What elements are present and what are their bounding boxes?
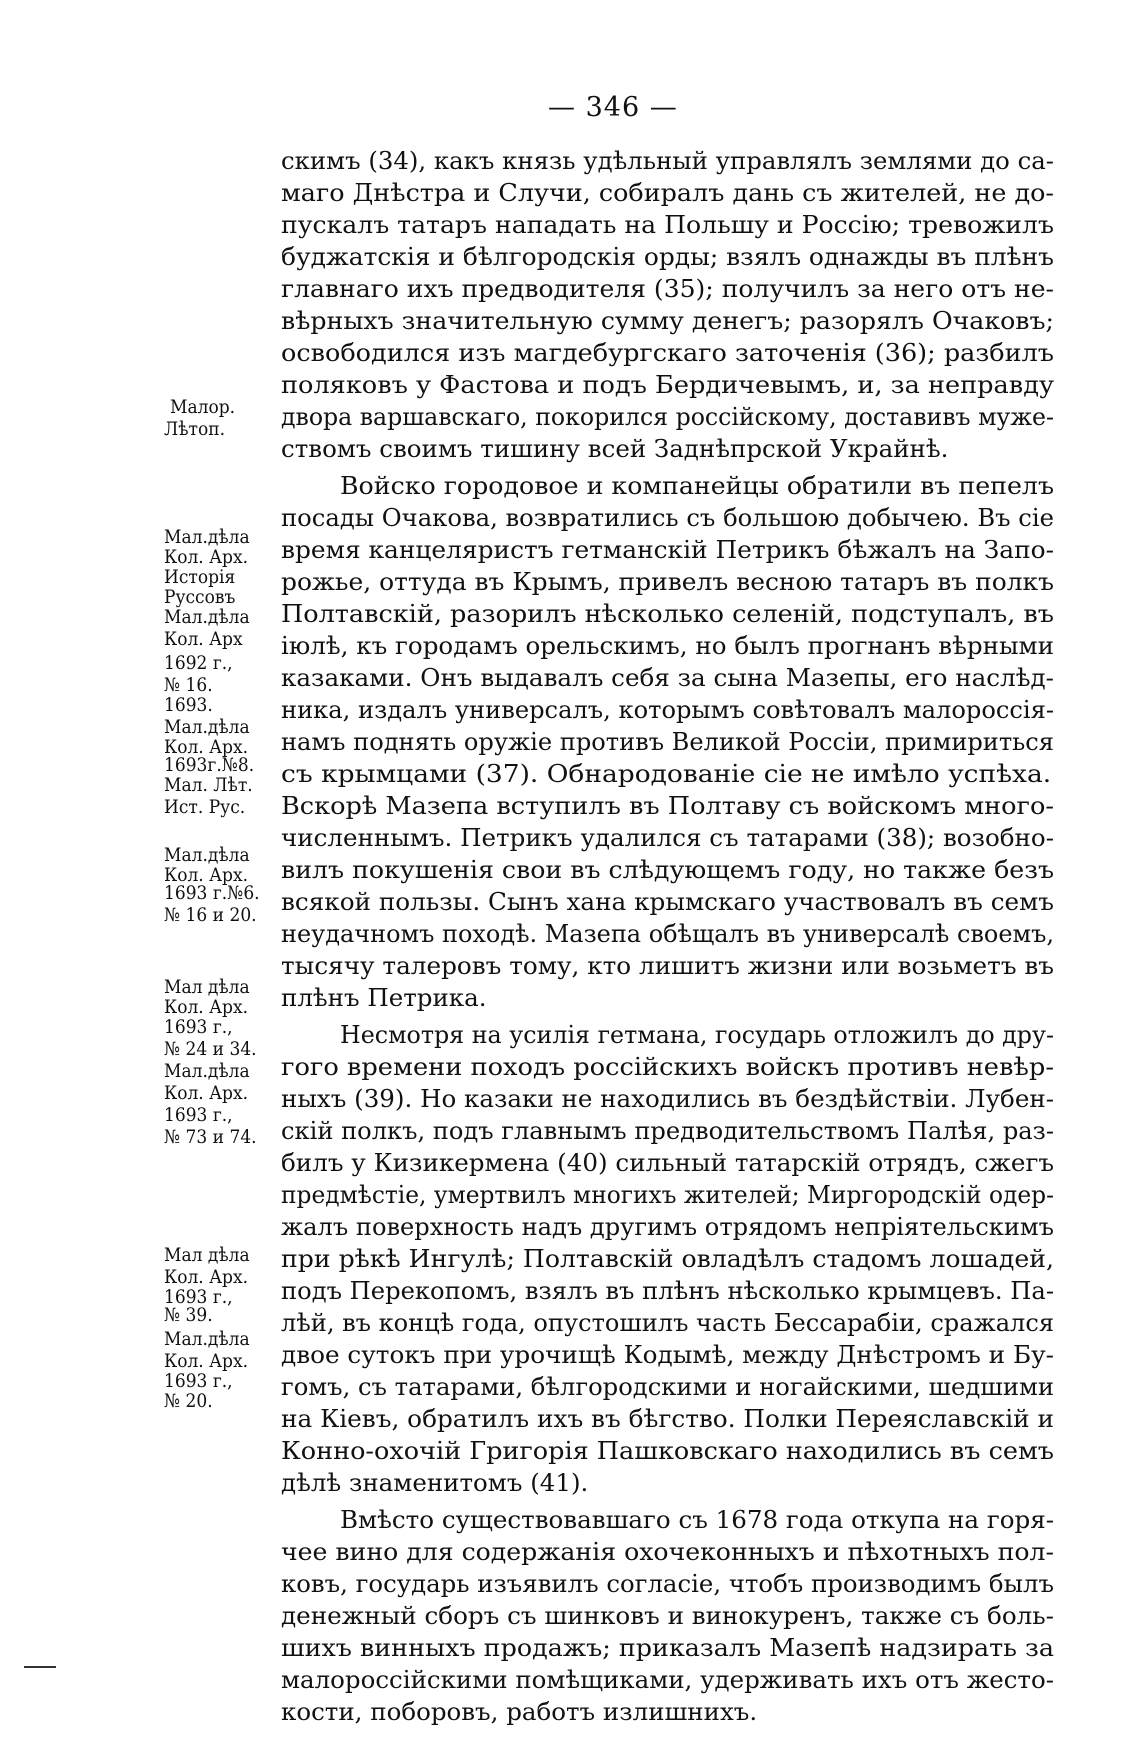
text-line <box>281 886 1054 918</box>
scan-mark <box>24 1666 56 1668</box>
text-line-content: шихъ винныхъ продажъ; приказалъ Мазепѣ надзирать за <box>281 1633 1054 1662</box>
margin-note: Малор. <box>170 397 236 418</box>
text-line-content: лѣй, въ концѣ года, опустошилъ часть Бессарабіи, сражался <box>281 1308 1054 1337</box>
margin-note: Кол. Арх. <box>164 1351 249 1372</box>
text-line-content: гого времени походъ россійскихъ войскъ противъ невѣр- <box>281 1052 1054 1081</box>
margin-note: Кол. Арх <box>164 629 243 650</box>
text-line-content: буджатскія и бѣлгородскія орды; взялъ однажды въ плѣнъ <box>281 242 1054 271</box>
text-line <box>281 1568 1054 1600</box>
text-line-content: освободился изъ магдебургскаго заточенія (36); разбилъ <box>281 338 1054 367</box>
text-line <box>281 433 1054 465</box>
margin-note: 1692 г., <box>164 653 233 674</box>
text-line-content: іюлѣ, къ городамъ орельскимъ, но былъ прогнанъ вѣрными <box>281 631 1054 660</box>
text-line <box>281 1019 1054 1051</box>
text-line <box>281 369 1054 401</box>
text-line-content: вѣрныхъ значительную сумму денегъ; разорялъ Очаковъ; <box>281 306 1054 335</box>
text-line-content: всякой пользы. Сынъ хана крымскаго участвовалъ въ семъ <box>281 887 1054 916</box>
text-line <box>281 1307 1054 1339</box>
text-line <box>281 758 1054 790</box>
text-line-content: кости, поборовъ, работъ излишнихъ. <box>281 1697 758 1726</box>
margin-note: 1693 г.№6. <box>164 883 260 904</box>
text-line-content: малороссійскими помѣщиками, удерживать ихъ отъ жесто- <box>281 1665 1054 1694</box>
margin-note: 1693 г., <box>164 1017 233 1038</box>
text-line-content: ника, издалъ универсалъ, которымъ совѣтовалъ малороссія- <box>281 695 1054 724</box>
text-line-content: гомъ, съ татарами, бѣлгородскими и ногайскими, шедшими <box>281 1372 1054 1401</box>
text-line-content: ковъ, государь изъявилъ согласіе, чтобъ производимъ былъ <box>281 1569 1054 1598</box>
text-line-content: жалъ поверхность надъ другимъ отрядомъ непріятельскимъ <box>281 1212 1054 1241</box>
text-line <box>281 1115 1054 1147</box>
margin-note: Исторія <box>164 567 236 588</box>
text-line <box>281 566 1054 598</box>
text-line-content: намъ поднять оружіе противъ Великой Россіи, примириться <box>281 727 1054 756</box>
text-line-content: посады Очакова, возвратились съ большою добычею. Въ сіе <box>281 503 1054 532</box>
text-line-content: двора варшавскаго, покорился россійскому, доставивъ муже- <box>281 402 1054 431</box>
text-line-content: двое сутокъ при урочищѣ Кодымѣ, между Днѣстромъ и Бу- <box>281 1340 1054 1369</box>
text-line-content: неудачномъ походѣ. Мазепа обѣщалъ въ универсалѣ своемъ, <box>281 919 1054 948</box>
text-line <box>281 1243 1054 1275</box>
text-line-content: время канцеляристъ гетманскій Петрикъ бѣжалъ на Запо- <box>281 535 1054 564</box>
text-line-content: подъ Перекопомъ, взялъ въ плѣнъ нѣсколько крымцевъ. Па- <box>281 1276 1054 1305</box>
text-line <box>281 534 1054 566</box>
text-line-content: вилъ покушенія свои въ слѣдующемъ году, но также безъ <box>281 855 1054 884</box>
margin-note: № 20. <box>164 1391 213 1412</box>
text-line <box>281 1403 1054 1435</box>
page-number: — 346 — <box>548 92 678 123</box>
text-line <box>281 470 1054 502</box>
text-line <box>281 1371 1054 1403</box>
text-line-content: Вскорѣ Мазепа вступилъ въ Полтаву съ войскомъ много- <box>281 791 1054 820</box>
text-line <box>281 1664 1054 1696</box>
margin-note: Кол. Арх. <box>164 737 249 758</box>
margin-note: № 16. <box>164 675 213 696</box>
text-line <box>281 598 1054 630</box>
text-line <box>281 502 1054 534</box>
text-line <box>281 822 1054 854</box>
margin-note: Мал.дѣла <box>164 607 250 628</box>
text-line <box>281 209 1054 241</box>
margin-note: Мал.дѣла <box>164 717 250 738</box>
text-line-content: казаками. Онъ выдавалъ себя за сына Мазепы, его наслѣд- <box>281 663 1054 692</box>
text-line <box>281 1339 1054 1371</box>
margin-note: 1693 г., <box>164 1105 233 1126</box>
text-line <box>281 145 1054 177</box>
text-line <box>281 1275 1054 1307</box>
margin-note: Кол. Арх. <box>164 865 249 886</box>
text-line-content: ствомъ своимъ тишину всей Заднѣпрской Украйнѣ. <box>281 434 949 463</box>
text-line-content: скимъ (34), какъ князь удѣльный управлялъ землями до са- <box>281 146 1054 175</box>
margin-note: Кол. Арх. <box>164 997 249 1018</box>
text-line-content: плѣнъ Петрика. <box>281 983 487 1012</box>
text-line-content: маго Днѣстра и Случи, собиралъ дань съ жителей, не до- <box>281 178 1054 207</box>
text-line-content: поляковъ у Фастова и подъ Бердичевымъ, и, за неправду <box>281 370 1054 399</box>
text-line-content: Войско городовое и компанейцы обратили въ пепелъ <box>340 471 1054 500</box>
text-line <box>281 726 1054 758</box>
text-line-content: при рѣкѣ Ингулѣ; Полтавскій овладѣлъ стадомъ лошадей, <box>281 1244 1054 1273</box>
text-line-content: съ крымцами (37). Обнародованіе сіе не имѣло успѣха. <box>281 759 1052 788</box>
margin-note: Мал. Лѣт. <box>164 775 253 796</box>
text-line-content: Конно-охочій Григорія Пашковскаго находились въ семъ <box>281 1436 1054 1465</box>
text-line-content: скій полкъ, подъ главнымъ предводительствомъ Палѣя, раз- <box>281 1116 1054 1145</box>
margin-note: № 39. <box>164 1305 213 1326</box>
margin-note: Мал дѣла <box>164 1245 250 1266</box>
text-line <box>281 337 1054 369</box>
text-line <box>281 790 1054 822</box>
text-line <box>281 1632 1054 1664</box>
margin-note: Руссовъ <box>164 587 236 608</box>
margin-note: Кол. Арх. <box>164 547 249 568</box>
margin-note: 1693. <box>164 695 213 716</box>
margin-note: Кол. Арх. <box>164 1267 249 1288</box>
text-line <box>281 1536 1054 1568</box>
margin-note: 1693 г., <box>164 1371 233 1392</box>
text-line-content: ныхъ (39). Но казаки не находились въ бездѣйствіи. Лубен- <box>281 1084 1054 1113</box>
text-line <box>281 273 1054 305</box>
text-line-content: билъ у Кизикермена (40) сильный татарскій отрядъ, сжегъ <box>281 1148 1054 1177</box>
text-line <box>281 1179 1054 1211</box>
margin-note: Мал.дѣла <box>164 845 250 866</box>
text-line <box>281 694 1054 726</box>
margin-note: Мал.дѣла <box>164 527 250 548</box>
text-line <box>281 177 1054 209</box>
text-line-content: пускалъ татаръ нападать на Польшу и Россію; тревожилъ <box>281 210 1054 239</box>
text-line <box>281 1147 1054 1179</box>
text-line <box>281 950 1054 982</box>
text-line-content: на Кіевъ, обратилъ ихъ въ бѣгство. Полки Переяславскій и <box>281 1404 1054 1433</box>
text-line <box>281 1083 1054 1115</box>
text-line <box>281 241 1054 273</box>
text-line-content: денежный сборъ съ шинковъ и винокуренъ, также съ боль- <box>281 1601 1054 1630</box>
margin-note: № 73 и 74. <box>164 1127 257 1148</box>
text-line-content: рожье, оттуда въ Крымъ, привелъ весною татаръ въ полкъ <box>281 567 1054 596</box>
text-line <box>281 1211 1054 1243</box>
text-line <box>281 854 1054 886</box>
text-line <box>281 1051 1054 1083</box>
text-line-content: тысячу талеровъ тому, кто лишитъ жизни или возьметъ въ <box>281 951 1054 980</box>
margin-note: Мал.дѣла <box>164 1329 250 1350</box>
text-line <box>281 1467 1054 1499</box>
text-line-content: Полтавскій, разорилъ нѣсколько селеній, подступалъ, въ <box>281 599 1054 628</box>
margin-note: Кол. Арх. <box>164 1083 249 1104</box>
text-line <box>281 662 1054 694</box>
text-line-content: дѣлѣ знаменитомъ (41). <box>281 1468 589 1497</box>
margin-note: № 24 и 34. <box>164 1039 257 1060</box>
text-line <box>281 305 1054 337</box>
text-line-content: главнаго ихъ предводителя (35); получилъ за него отъ не- <box>281 274 1054 303</box>
text-line-content: Несмотря на усилія гетмана, государь отложилъ до дру- <box>340 1020 1054 1049</box>
text-line <box>281 1696 1054 1728</box>
text-line <box>281 1504 1054 1536</box>
text-line-content: чее вино для содержанія охочеконныхъ и пѣхотныхъ пол- <box>281 1537 1054 1566</box>
text-line <box>281 918 1054 950</box>
margin-note: Ист. Рус. <box>164 797 246 818</box>
text-line-content: численнымъ. Петрикъ удалился съ татарами (38); возобно- <box>281 823 1054 852</box>
margin-note: 1693 г., <box>164 1287 233 1308</box>
text-line <box>281 982 1054 1014</box>
margin-note: № 16 и 20. <box>164 905 257 926</box>
text-line-content: предмѣстіе, умертвилъ многихъ жителей; Миргородскій одер- <box>281 1180 1054 1209</box>
margin-note: Мал дѣла <box>164 977 250 998</box>
text-line <box>281 1600 1054 1632</box>
text-line-content: Вмѣсто существовавшаго съ 1678 года откупа на горя- <box>340 1505 1054 1534</box>
text-line <box>281 1435 1054 1467</box>
text-line <box>281 401 1054 433</box>
text-line <box>281 630 1054 662</box>
margin-note: Мал.дѣла <box>164 1061 250 1082</box>
margin-note: 1693г.№8. <box>164 755 255 776</box>
margin-note: Лѣтоп. <box>164 419 226 440</box>
